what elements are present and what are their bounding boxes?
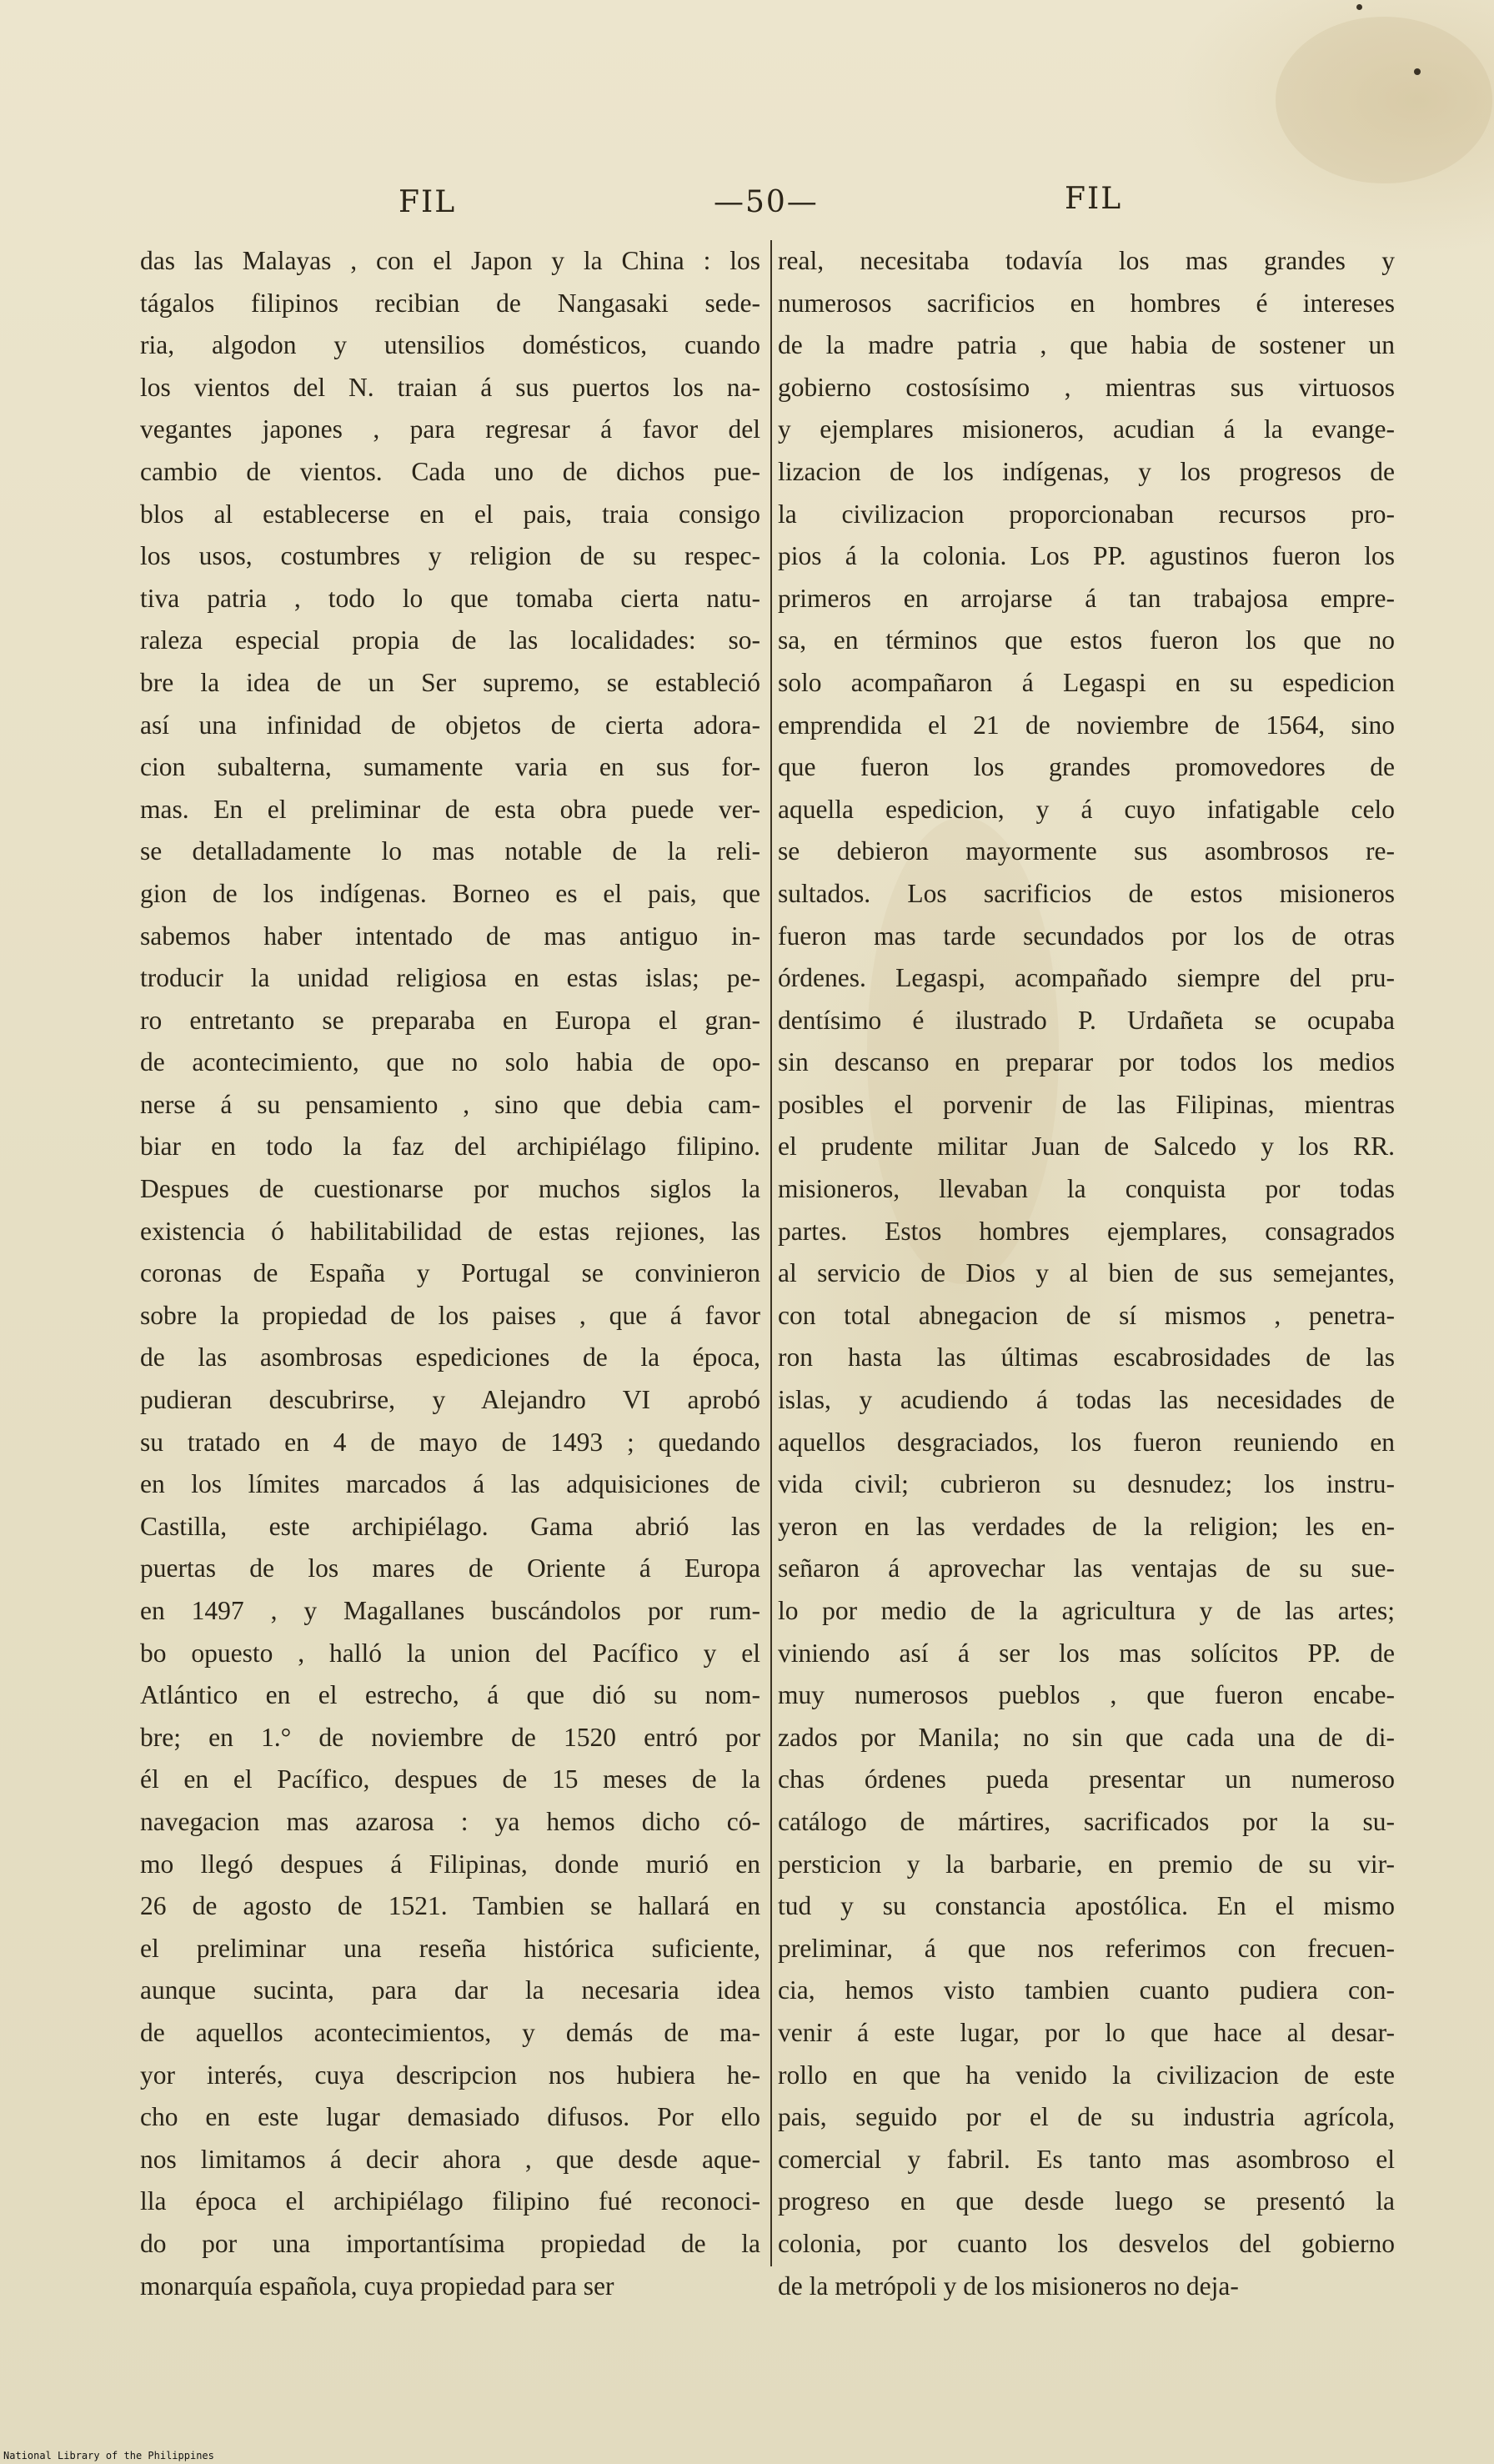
text-line: yor interés, cuya descripcion nos hubiera he- [140, 2060, 760, 2090]
text-line: catálogo de mártires, sacrificados por la su- [778, 1806, 1395, 1836]
text-line: los vientos del N. traian á sus puertos los na- [140, 372, 760, 402]
text-line: de la metrópoli y de los misioneros no deja- [778, 2271, 1239, 2301]
text-line: sin descanso en preparar por todos los medios [778, 1047, 1395, 1077]
text-line: comercial y fabril. Es tanto mas asombroso el [778, 2144, 1395, 2174]
text-line: biar en todo la faz del archipiélago filipino. [140, 1132, 760, 1162]
text-line: venir á este lugar, por lo que hace al desar- [778, 2017, 1395, 2047]
text-line: su tratado en 4 de mayo de 1493 ; quedando [140, 1427, 760, 1457]
text-line: pudieran descubrirse, y Alejandro VI aprobó [140, 1385, 760, 1415]
text-line: sobre la propiedad de los paises , que á favor [140, 1300, 760, 1330]
text-line: señaron á aprovechar las ventajas de su sue- [778, 1553, 1395, 1583]
text-line: fueron mas tarde secundados por los de otras [778, 921, 1395, 951]
text-line: progreso en que desde luego se presentó la [778, 2186, 1395, 2216]
text-line: posibles el porvenir de las Filipinas, mientras [778, 1089, 1395, 1119]
text-line: mo llegó despues á Filipinas, donde murió en [140, 1849, 760, 1879]
text-line: sa, en términos que estos fueron los que no [778, 625, 1395, 655]
footer-credit: National Library of the Philippines [3, 2450, 214, 2461]
text-line: nerse á su pensamiento , sino que debia cam- [140, 1089, 760, 1119]
text-line: tiva patria , todo lo que tomaba cierta natu- [140, 583, 760, 613]
text-line: con total abnegacion de sí mismos , penetra- [778, 1300, 1395, 1330]
text-line: vida civil; cubrieron su desnudez; los instru- [778, 1469, 1395, 1499]
text-line: bre la idea de un Ser supremo, se estableció [140, 667, 760, 697]
text-line: ria, algodon y utensilios domésticos, cuando [140, 330, 760, 360]
paper-speck [1356, 4, 1362, 10]
text-line: se detalladamente lo mas notable de la reli- [140, 836, 760, 866]
text-line: muy numerosos pueblos , que fueron encabe- [778, 1680, 1395, 1710]
text-line: la civilizacion proporcionaban recursos pro- [778, 499, 1395, 529]
text-line: de acontecimiento, que no solo habia de opo- [140, 1047, 760, 1077]
text-line: puertas de los mares de Oriente á Europa [140, 1553, 760, 1583]
page-number: —50— [714, 185, 819, 219]
text-line: ro entretanto se preparaba en Europa el gran- [140, 1005, 760, 1035]
text-line: en 1497 , y Magallanes buscándolos por rum- [140, 1596, 760, 1625]
page-header [0, 182, 1494, 227]
text-line: vegantes japones , para regresar á favor del [140, 414, 760, 444]
text-line: Castilla, este archipiélago. Gama abrió las [140, 1511, 760, 1541]
text-line: Atlántico en el estrecho, á que dió su nom- [140, 1680, 760, 1710]
text-line: de la madre patria , que habia de sostener un [778, 330, 1395, 360]
text-line: cion subalterna, sumamente varia en sus for- [140, 752, 760, 782]
text-line: das las Malayas , con el Japon y la China : los [140, 246, 760, 275]
text-line: troducir la unidad religiosa en estas islas; pe- [140, 963, 760, 993]
text-line: ron hasta las últimas escabrosidades de las [778, 1342, 1395, 1373]
text-line: aquella espedicion, y á cuyo infatigable celo [778, 794, 1395, 824]
text-line: pais, seguido por el de su industria agrícola, [778, 2102, 1395, 2132]
text-line: que fueron los grandes promovedores de [778, 752, 1395, 782]
text-line: sultados. Los sacrificios de estos misioneros [778, 878, 1395, 908]
text-line: aquellos desgraciados, los fueron reuniendo en [778, 1427, 1395, 1457]
text-line: primeros en arrojarse á tan trabajosa empre- [778, 583, 1395, 613]
header-left-running-title: FIL [399, 185, 457, 219]
text-line: así una infinidad de objetos de cierta adora- [140, 710, 760, 740]
text-line: chas órdenes pueda presentar un numeroso [778, 1764, 1395, 1794]
text-line: lizacion de los indígenas, y los progresos de [778, 456, 1395, 486]
text-line: emprendida el 21 de noviembre de 1564, sino [778, 710, 1395, 740]
header-right-running-title: FIL [1065, 182, 1123, 216]
right-text-column [778, 240, 1395, 2301]
text-line: zados por Manila; no sin que cada una de di- [778, 1722, 1395, 1752]
text-line: Despues de cuestionarse por muchos siglos la [140, 1174, 760, 1204]
text-line: órdenes. Legaspi, acompañado siempre del pru- [778, 963, 1395, 993]
text-line: 26 de agosto de 1521. Tambien se hallará en [140, 1891, 760, 1921]
text-line: él en el Pacífico, despues de 15 meses de la [140, 1764, 760, 1794]
column-divider [770, 240, 772, 2266]
text-line: nos limitamos á decir ahora , que desde aque- [140, 2144, 760, 2174]
text-line: al servicio de Dios y al bien de sus semejantes, [778, 1258, 1395, 1288]
text-line: viniendo así á ser los mas solícitos PP. de [778, 1638, 1395, 1668]
text-line: coronas de España y Portugal se convinieron [140, 1258, 760, 1288]
paper-speck [1414, 68, 1421, 75]
text-line: existencia ó habilitabilidad de estas rejiones, las [140, 1216, 760, 1246]
text-line: partes. Estos hombres ejemplares, consagrados [778, 1216, 1395, 1246]
text-line: dentísimo é ilustrado P. Urdañeta se ocupaba [778, 1005, 1395, 1035]
text-line: persticion y la barbarie, en premio de su vir- [778, 1849, 1395, 1879]
text-line: gobierno costosísimo , mientras sus virtuosos [778, 372, 1395, 402]
text-line: monarquía española, cuya propiedad para ser [140, 2271, 614, 2301]
text-line: real, necesitaba todavía los mas grandes y [778, 246, 1395, 275]
text-line: sabemos haber intentado de mas antiguo in- [140, 921, 760, 951]
text-line: el preliminar una reseña histórica suficiente, [140, 1933, 760, 1963]
text-line: cia, hemos visto tambien cuanto pudiera con- [778, 1975, 1395, 2005]
text-line: bre; en 1.° de noviembre de 1520 entró por [140, 1722, 760, 1752]
text-line: lla época el archipiélago filipino fué reconoci- [140, 2186, 760, 2216]
text-line: de las asombrosas espediciones de la época, [140, 1342, 760, 1373]
text-line: lo por medio de la agricultura y de las artes; [778, 1596, 1395, 1625]
text-line: gion de los indígenas. Borneo es el pais, que [140, 878, 760, 908]
left-text-column [140, 240, 760, 2301]
text-line: colonia, por cuanto los desvelos del gobierno [778, 2228, 1395, 2258]
text-line: navegacion mas azarosa : ya hemos dicho có- [140, 1806, 760, 1836]
text-line: el prudente militar Juan de Salcedo y los RR. [778, 1132, 1395, 1162]
text-line: preliminar, á que nos referimos con frecuen- [778, 1933, 1395, 1963]
text-line: yeron en las verdades de la religion; les en- [778, 1511, 1395, 1541]
text-line: misioneros, llevaban la conquista por todas [778, 1174, 1395, 1204]
text-line: do por una importantísima propiedad de la [140, 2228, 760, 2258]
text-line: numerosos sacrificios en hombres é intereses [778, 288, 1395, 318]
text-line: los usos, costumbres y religion de su respec- [140, 541, 760, 571]
text-line: pios á la colonia. Los PP. agustinos fueron los [778, 541, 1395, 571]
text-line: raleza especial propia de las localidades: so- [140, 625, 760, 655]
text-line: tud y su constancia apostólica. En el mismo [778, 1891, 1395, 1921]
text-line: solo acompañaron á Legaspi en su espedicion [778, 667, 1395, 697]
text-line: bo opuesto , halló la union del Pacífico y el [140, 1638, 760, 1668]
text-line: blos al establecerse en el pais, traia consigo [140, 499, 760, 529]
text-line: mas. En el preliminar de esta obra puede ver- [140, 794, 760, 824]
text-line: aunque sucinta, para dar la necesaria idea [140, 1975, 760, 2005]
text-line: cho en este lugar demasiado difusos. Por ello [140, 2102, 760, 2132]
text-line: tágalos filipinos recibian de Nangasaki sede- [140, 288, 760, 318]
text-line: en los límites marcados á las adquisiciones de [140, 1469, 760, 1499]
text-line: islas, y acudiendo á todas las necesidades de [778, 1385, 1395, 1415]
text-line: cambio de vientos. Cada uno de dichos pue- [140, 456, 760, 486]
text-line: y ejemplares misioneros, acudian á la evange- [778, 414, 1395, 444]
text-line: rollo en que ha venido la civilizacion de este [778, 2060, 1395, 2090]
paper-stain [1276, 17, 1492, 183]
text-line: se debieron mayormente sus asombrosos re- [778, 836, 1395, 866]
text-line: de aquellos acontecimientos, y demás de ma- [140, 2017, 760, 2047]
